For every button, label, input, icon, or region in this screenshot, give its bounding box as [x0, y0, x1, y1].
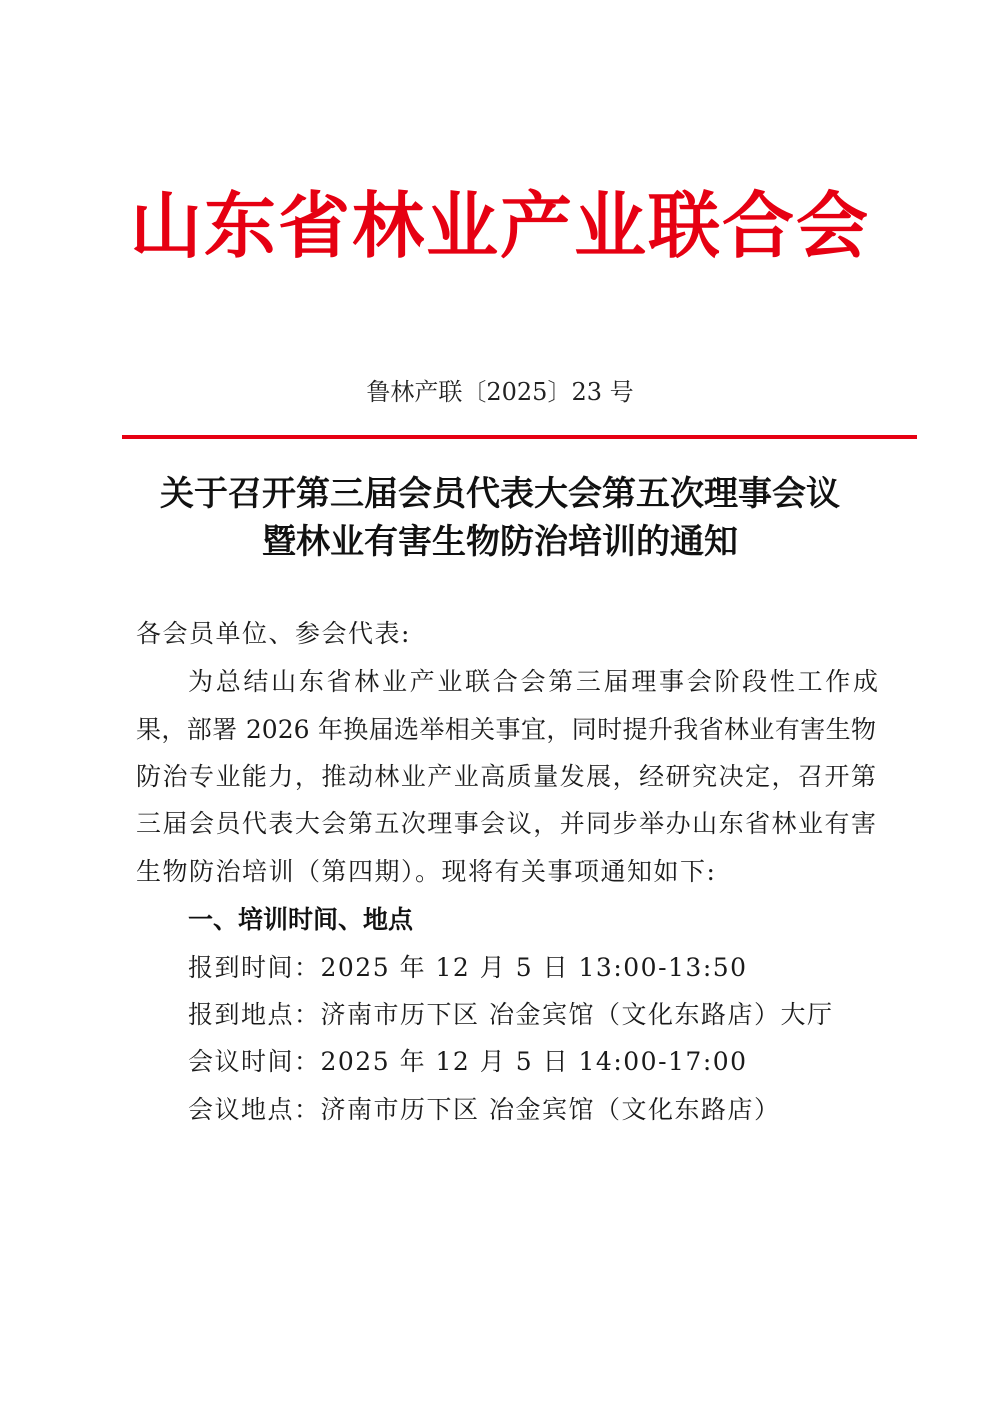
document-title-line-2: 暨林业有害生物防治培训的通知 — [262, 522, 738, 562]
meeting-time: 会议时间：2025 年 12 月 5 日 14:00-17:00 — [188, 1047, 748, 1076]
paragraph-line-3: 防治专业能力，推动林业产业高质量发展，经研究决定，召开第 — [136, 762, 876, 791]
checkin-time: 报到时间：2025 年 12 月 5 日 13:00-13:50 — [188, 953, 748, 982]
document-number: 鲁林产联〔2025〕23 号 — [366, 378, 634, 406]
organization-letterhead: 山东省林业产业联合会 — [129, 184, 870, 268]
paragraph-line-2: 果，部署 2026 年换届选举相关事宜，同时提升我省林业有害生物 — [136, 715, 876, 744]
paragraph-line-1: 为总结山东省林业产业联合会第三届理事会阶段性工作成 — [188, 667, 878, 696]
meeting-location: 会议地点：济南市历下区 冶金宾馆（文化东路店） — [188, 1095, 781, 1124]
paragraph-line-5: 生物防治培训（第四期）。现将有关事项通知如下: — [136, 857, 717, 886]
paragraph-line-4: 三届会员代表大会第五次理事会议，并同步举办山东省林业有害 — [136, 809, 876, 838]
salutation: 各会员单位、参会代表: — [136, 619, 411, 648]
checkin-location: 报到地点：济南市历下区 冶金宾馆（文化东路店）大厅 — [188, 1000, 834, 1029]
document-title-line-1: 关于召开第三届会员代表大会第五次理事会议 — [160, 474, 840, 514]
section-1-heading: 一、培训时间、地点 — [188, 905, 414, 934]
red-divider-line — [122, 435, 917, 439]
